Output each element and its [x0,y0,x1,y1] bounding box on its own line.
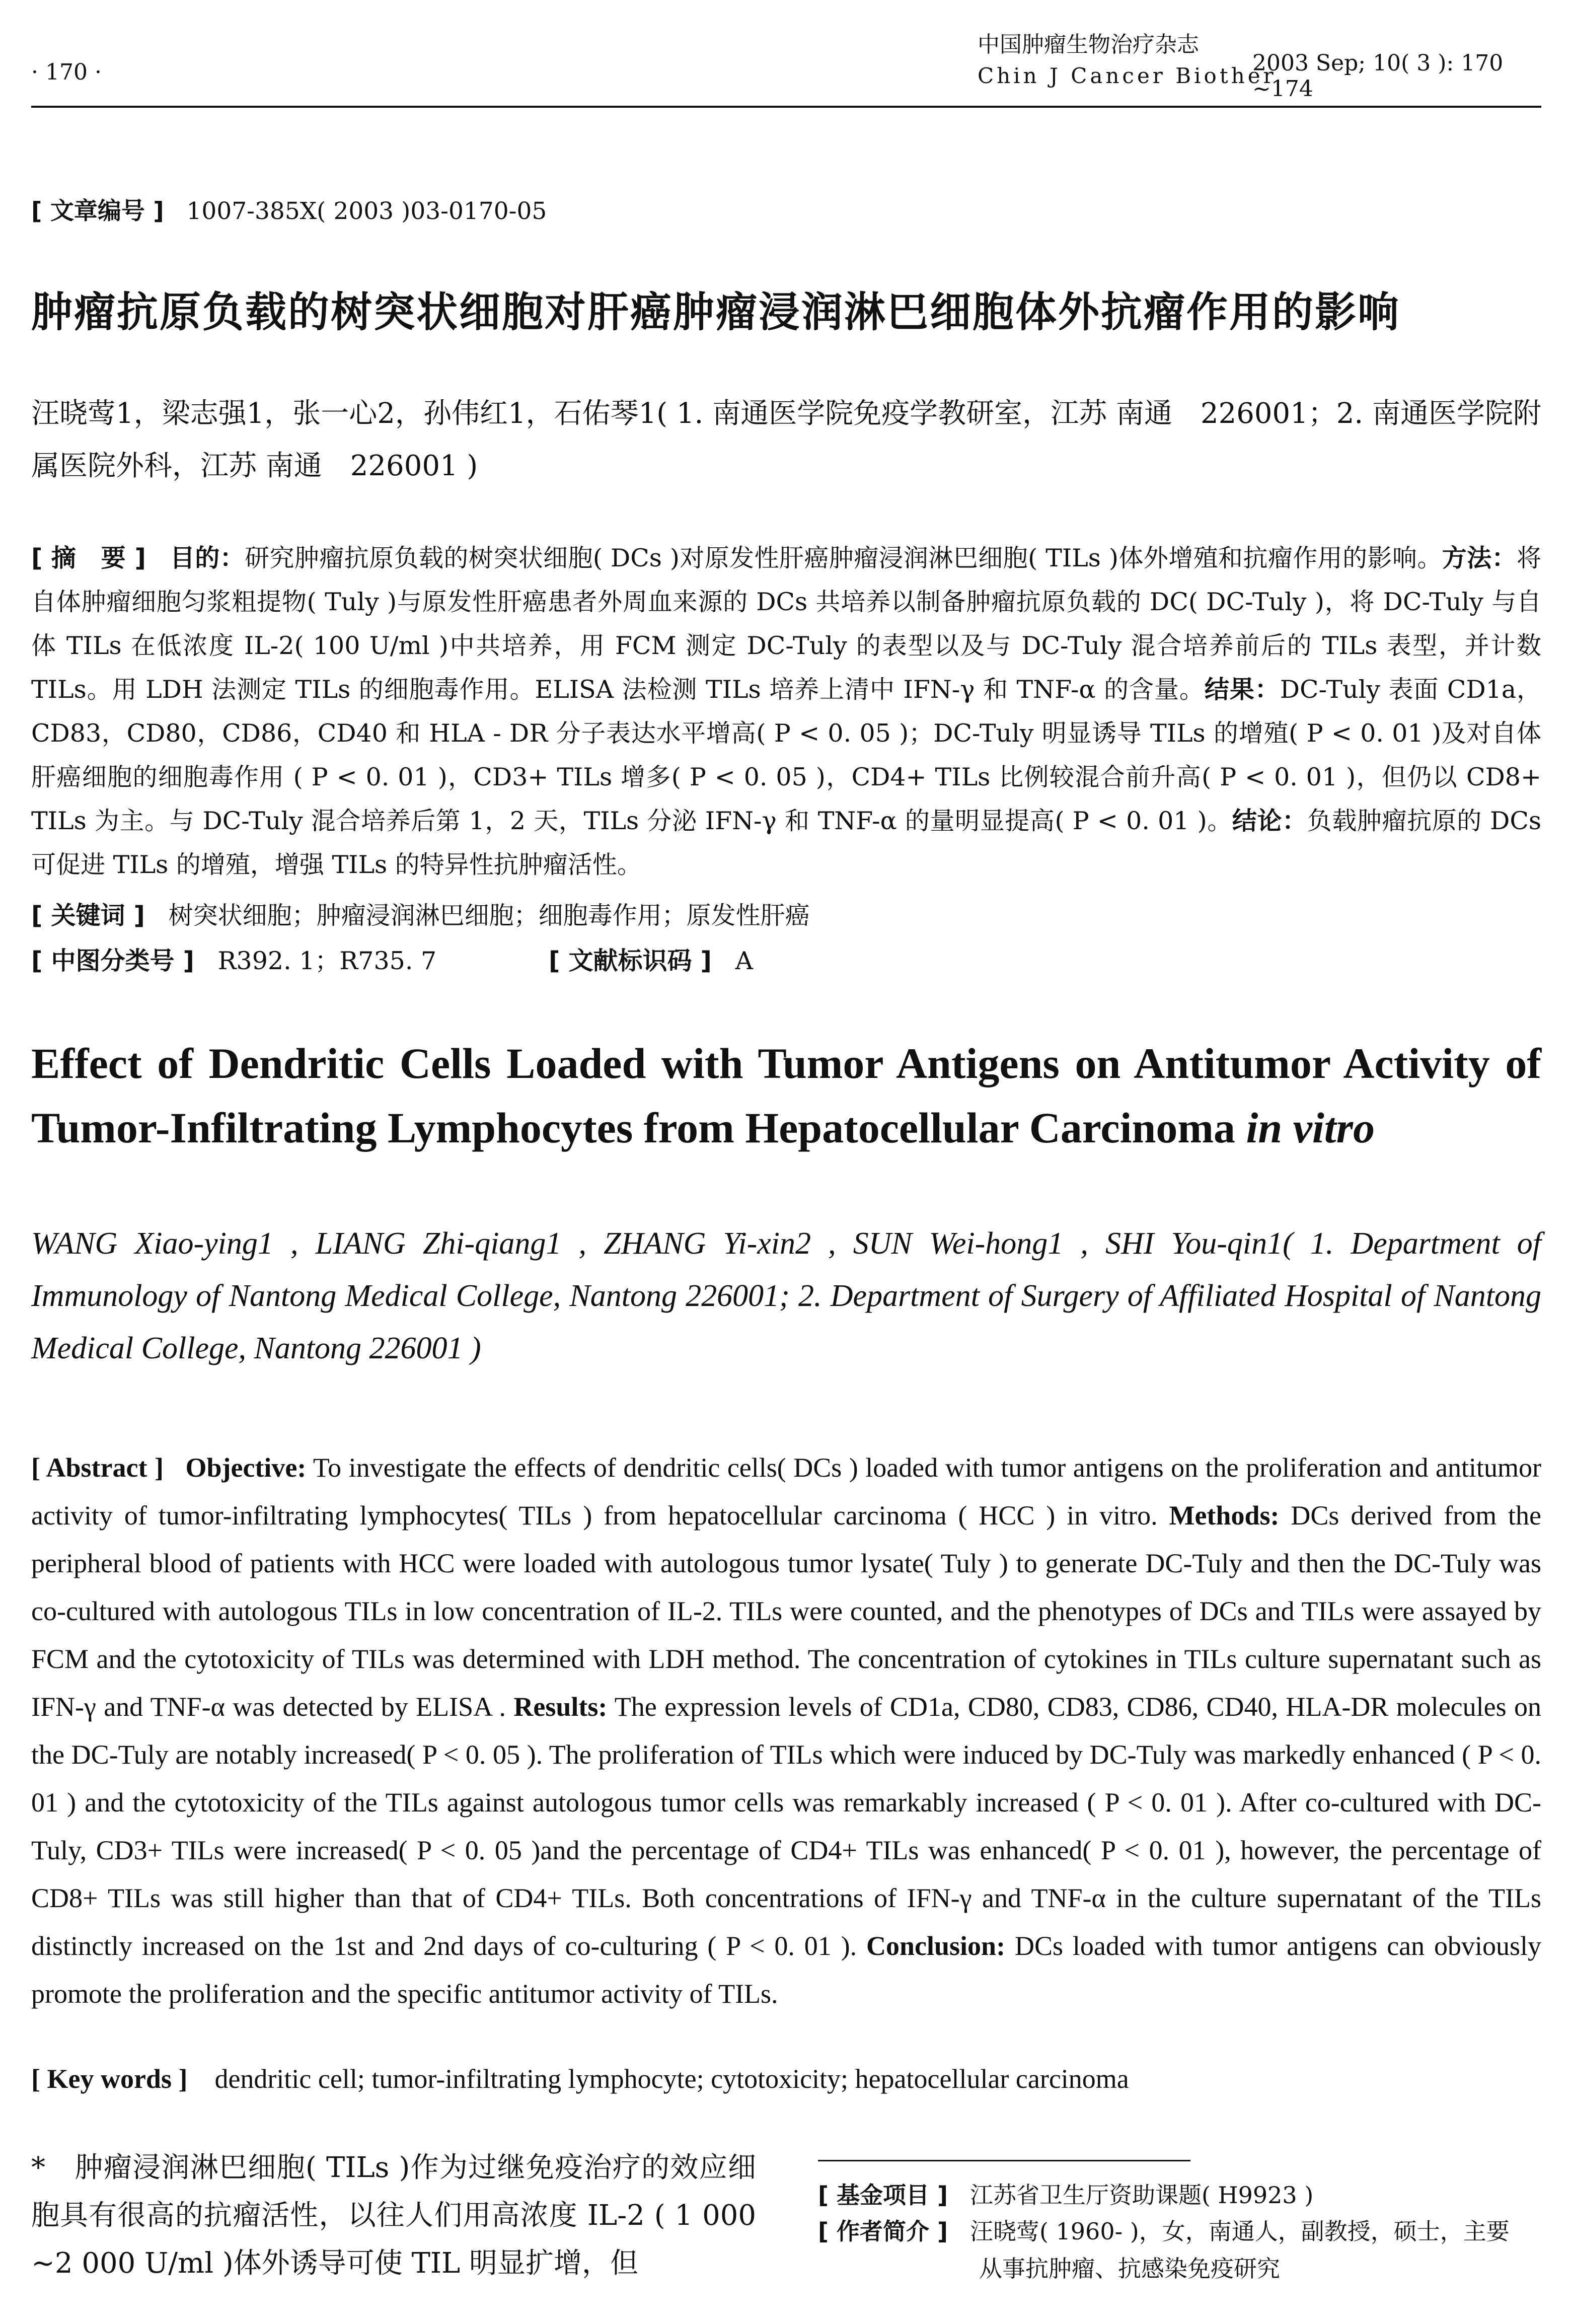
keywords-value-en: dendritic cell; tumor-infiltrating lymphocyte; cytotoxicity; hepatocellular carcinoma [214,2064,1129,2094]
abstract-cn [31,536,1541,887]
author-info-label: [ 作者简介 ] [818,2218,948,2245]
fund-value: 江苏省卫生厅资助课题( H9923 ) [969,2182,1314,2209]
conclusion-en: DCs loaded with tumor antigens can obviously promote the proliferation and the specific antitumor activity of TILs. [31,1931,1542,2009]
keywords-label-cn: [ 关键词 ] [31,901,145,930]
author-info-line1: 汪晓莺( 1960- )，女，南通人，副教授，硕士，主要 [969,2218,1510,2245]
keywords-label-en: [ Key words ] [31,2064,188,2094]
conclusion-label-cn: 结论： [1232,807,1307,835]
fund-label: [ 基金项目 ] [818,2182,948,2209]
results-label-cn: 结果： [1204,675,1280,704]
title-en-italic: in vitro [1246,1104,1375,1152]
article-number-value: 1007-385X( 2003 )03-0170-05 [186,197,547,225]
results-label-en: Results: [513,1692,608,1722]
objective-en: To investigate the effects of dendritic cells( DCs ) loaded with tumor antigens on the proliferation and antitumor activity of tumor-infiltrating lymphocytes( TILs ) from hepatocellular carcinoma ( HCC ) in vitro. [31,1452,1541,1531]
keywords-en [31,2063,1129,2094]
classification [31,941,436,977]
authors-cn: 汪晓莺1，梁志强1，张一心2，孙伟红1，石佑琴1( 1. 南通医学院免疫学教研室，江苏 南通 226001；2. 南通医学院附属医院外科，江苏 南通 226001 ) [31,397,1541,482]
body-text: * 肿瘤浸润淋巴细胞( TILs )作为过继免疫治疗的效应细胞具有很高的抗瘤活性，以往人们用高浓度 IL-2 ( 1 000 ~2 000 U/ml )体外诱导可使 TIL 明显扩增，但 [31,2151,756,2280]
objective-label-en: Objective: [185,1452,307,1483]
title-en-main: Effect of Dendritic Cells Loaded with Tumor Antigens on Antitumor Activity of Tumor-Infiltrating Lymphocytes from Hepatocellular Carcinoma [31,1039,1541,1152]
article-number [31,192,547,226]
footnote-rule [818,2160,1190,2161]
title-cn: 肿瘤抗原负载的树突状细胞对肝癌肿瘤浸润淋巴细胞体外抗瘤作用的影响 [31,288,1401,336]
title-en [31,1031,1541,1160]
page-number: · 170 · [31,59,102,85]
journal-name-cn: 中国肿瘤生物治疗杂志 [978,32,1199,57]
footnote-fund [818,2179,1313,2211]
methods-label-en: Methods: [1169,1500,1280,1531]
authors-en: WANG Xiao-ying1 , LIANG Zhi-qiang1 , ZHANG Yi-xin2 , SUN Wei-hong1 , SHI You-qin1( 1. Department of Immunology of Nantong Medical College, Nantong 226001; 2. Department of Surgery of Affiliated Hospital of Nantong Medical College, Nantong 226001 ) [31,1226,1541,1365]
journal-name-en: Chin J Cancer Biother [978,63,1277,88]
results-cn: DC-Tuly 表面 CD1a，CD83，CD80，CD86，CD40 和 HLA - DR 分子表达水平增高( P < 0. 05 )；DC-Tuly 明显诱导 TILs 的增殖( P < 0. 01 )及对自体肝癌细胞的细胞毒作用 ( P < 0. 01 )，CD3+ TILs 增多( P < 0. 05 )，CD4+ TILs 比例较混合前升高( P < 0. 01 )，但仍以 CD8+ TILs 为主。与 DC-Tuly 混合培养后第 1，2 天，TILs 分泌 IFN-γ 和 TNF-α 的量明显提高( P < 0. 01 )。 [31,675,1541,835]
results-en: The expression levels of CD1a, CD80, CD83, CD86, CD40, HLA-DR molecules on the DC-Tuly are notably increased( P < 0. 05 ). The proliferation of TILs which were induced by DC-Tuly was markedly enhanced ( P < 0. 01 ) and the cytotoxicity of the TILs against autologous tumor cells was remarkably increased ( P < 0. 01 ). After co-cultured with DC-Tuly, CD3+ TILs were increased( P < 0. 05 )and the percentage of CD4+ TILs was enhanced( P < 0. 01 ), however, the percentage of CD8+ TILs was still higher than that of CD4+ TILs. Both concentrations of IFN-γ and TNF-α in the culture supernatant of the TILs distinctly increased on the 1st and 2nd days of co-culturing ( P < 0. 01 ). [31,1692,1541,1961]
document-code [549,941,753,977]
article-number-label: [ 文章编号 ] [31,197,164,225]
methods-cn: 将自体肿瘤细胞匀浆粗提物( Tuly )与原发性肝癌患者外周血来源的 DCs 共培养以制备肿瘤抗原负载的 DC( DC-Tuly )，将 DC-Tuly 与自体 TILs 在低浓度 IL-2( 100 U/ml )中共培养，用 FCM 测定 DC-Tuly 的表型以及与 DC-Tuly 混合培养前后的 TILs 表型，并计数 TILs。用 LDH 法测定 TILs 的细胞毒作用。ELISA 法检测 TILs 培养上清中 IFN-γ 和 TNF-α 的含量。 [31,544,1541,704]
document-code-value: A [735,947,754,975]
classification-label: [ 中图分类号 ] [31,947,194,975]
conclusion-label-en: Conclusion: [866,1931,1006,1961]
document-code-label: [ 文献标识码 ] [549,947,712,975]
keywords-cn [31,896,810,931]
abstract-en [31,1444,1541,2018]
objective-label-cn: 目的： [170,544,245,572]
issue-info: 2003 Sep; 10( 3 ): 170 ~174 [1252,50,1504,102]
methods-en: DCs derived from the peripheral blood of patients with HCC were loaded with autologous tumor lysate( Tuly ) to generate DC-Tuly and then the DC-Tuly was co-cultured with autologous TILs in low concentration of IL-2. TILs were counted, and the phenotypes of DCs and TILs were assayed by FCM and the cytotoxicity of TILs was determined with LDH method. The concentration of cytokines in TILs culture supernatant such as IFN-γ and TNF-α was detected by ELISA . [31,1500,1541,1722]
methods-label-cn: 方法： [1442,544,1517,572]
objective-cn: 研究肿瘤抗原负载的树突状细胞( DCs )对原发性肝癌肿瘤浸润淋巴细胞( TILs )体外增殖和抗瘤作用的影响。 [245,544,1442,572]
abstract-label-cn: [ 摘 要 ] [31,544,146,572]
classification-value: R392. 1；R735. 7 [217,947,437,975]
conclusion-cn: 负载肿瘤抗原的 DCs 可促进 TILs 的增殖，增强 TILs 的特异性抗肿瘤活性。 [31,807,1541,879]
keywords-value-cn: 树突状细胞；肿瘤浸润淋巴细胞；细胞毒作用；原发性肝癌 [168,901,810,930]
header-rule [31,106,1541,108]
abstract-label-en: [ Abstract ] [31,1452,164,1483]
footnote-author [818,2215,1510,2247]
author-info-line2: 从事抗肿瘤、抗感染免疫研究 [979,2255,1280,2282]
